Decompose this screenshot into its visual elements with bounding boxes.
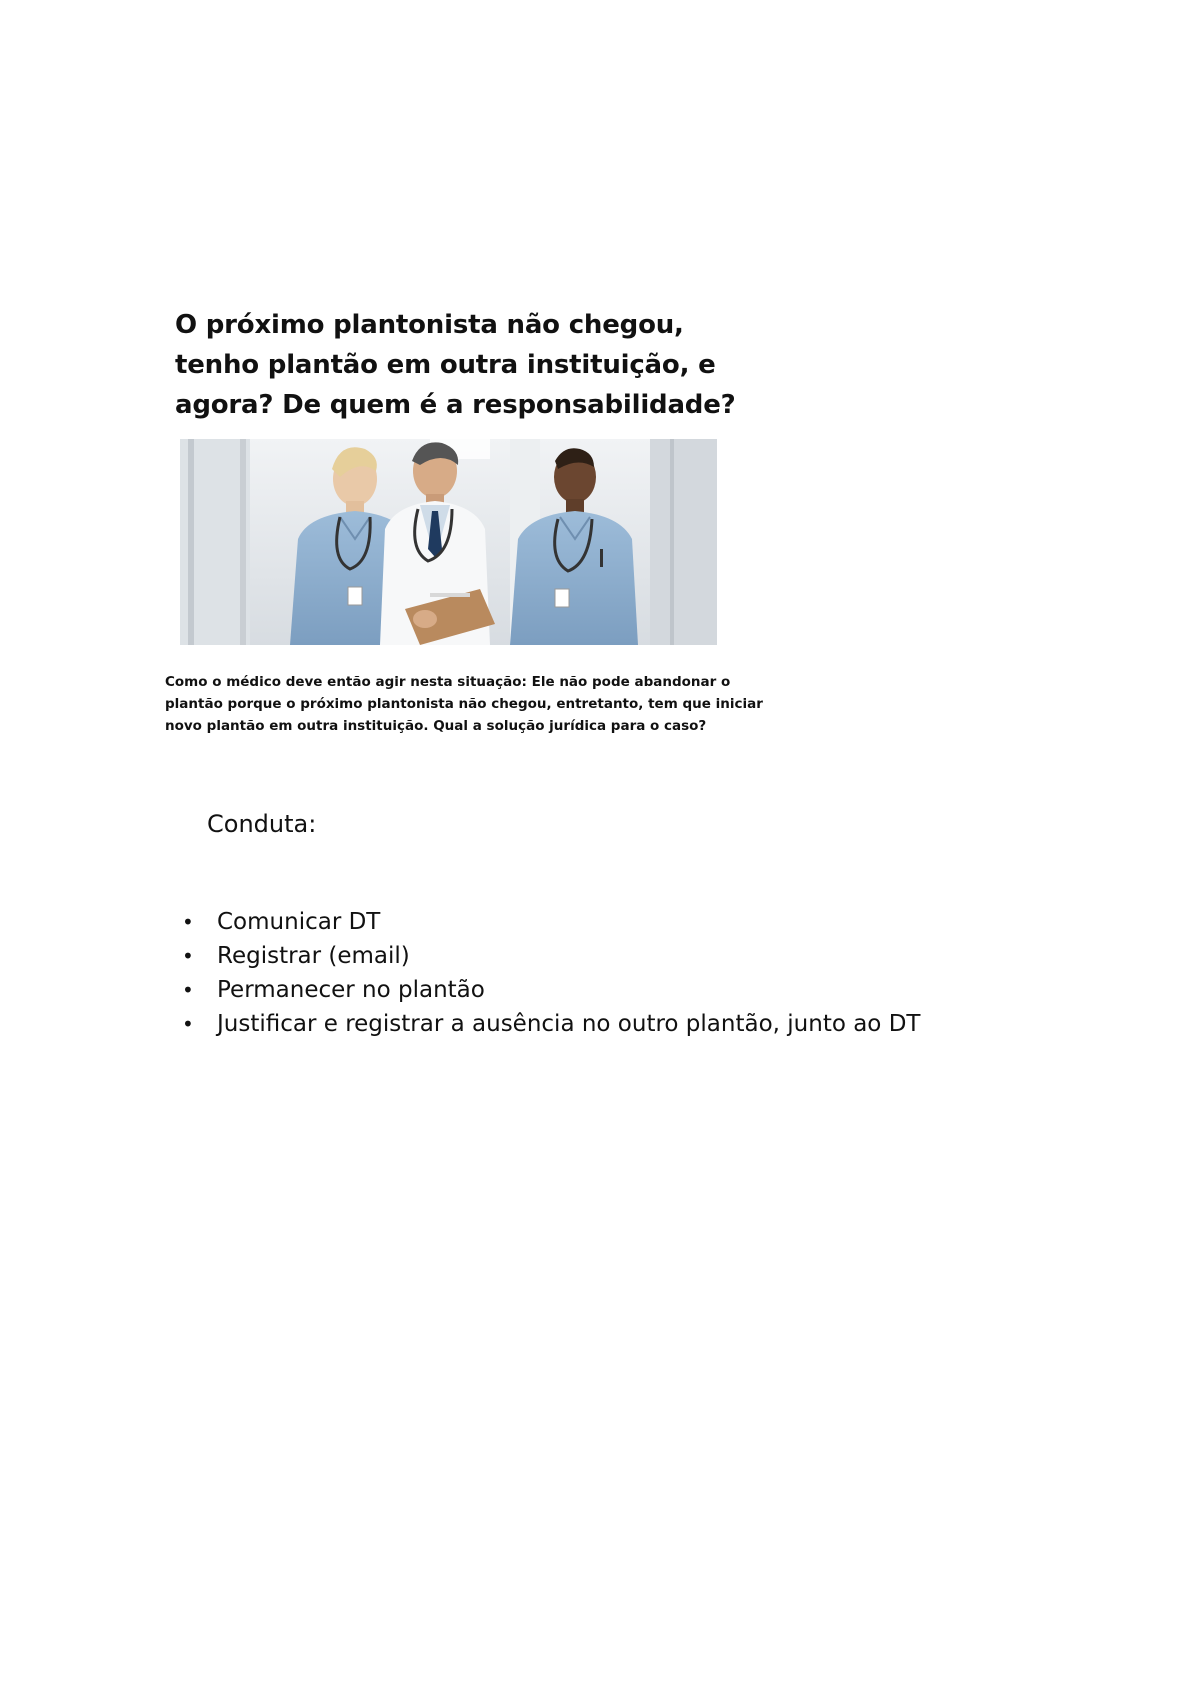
conduta-list [180,905,920,1041]
doctors-photo [180,439,717,645]
bullet-icon: • [182,978,194,1002]
conduta-item-text: Permanecer no plantão [217,977,485,1003]
bullet-icon: • [182,1012,194,1036]
conduta-item-text: Justificar e registrar a ausência no outro plantão, junto ao DT [217,1011,921,1037]
conduta-item-text: Registrar (email) [217,943,410,969]
conduta-item [180,973,920,1007]
bullet-icon: • [182,944,194,968]
conduta-item [180,939,920,973]
conduta-heading: Conduta: [207,810,317,838]
conduta-item-text: Comunicar DT [217,909,381,935]
conduta-item [180,1007,920,1041]
bullet-icon: • [182,910,194,934]
article-title: O próximo plantonista não chegou, tenho plantão em outra instituição, e agora? De quem é a responsabilidade? [175,310,736,420]
conduta-item [180,905,920,939]
doctors-illustration [180,439,717,645]
question-paragraph: Como o médico deve então agir nesta situação: Ele não pode abandonar o plantão porque o próximo plantonista não chegou, entretanto, tem que iniciar novo plantão em outra instituição. Qual a solução jurídica para o caso? [165,674,763,734]
